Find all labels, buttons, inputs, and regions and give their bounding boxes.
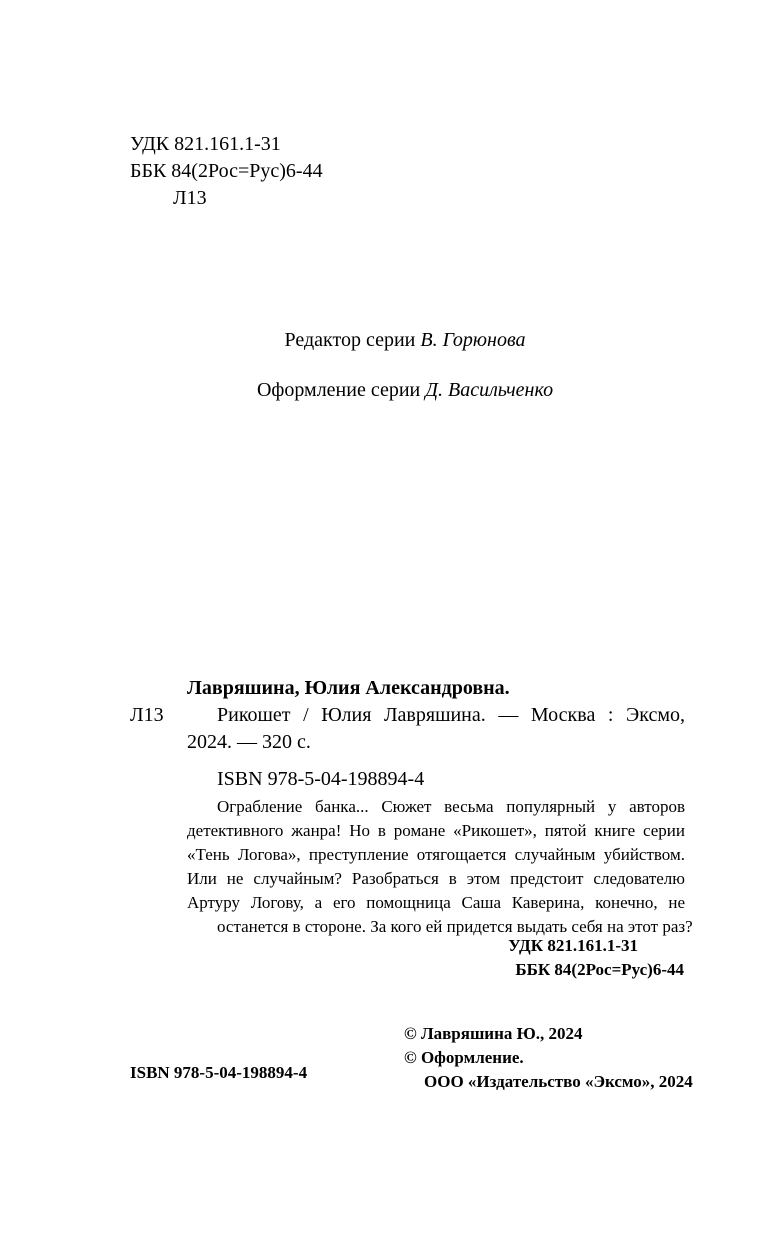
series-design <box>0 377 768 404</box>
annotation-line: детективного жанра! Но в романе «Рикошет», пятой книге серии <box>187 821 685 840</box>
annotation-line: «Тень Логова», преступление отягощается случайным убийством. <box>187 845 685 864</box>
copyright-design: © Оформление. <box>404 1048 524 1067</box>
card-isbn: ISBN 978-5-04-198894-4 <box>217 768 425 790</box>
series-editor-name: В. Горюнова <box>420 329 526 351</box>
series-editor-label: Редактор серии <box>284 329 416 351</box>
annotation-line: Или не случайным? Разобраться в этом предстоит следователю <box>187 869 685 888</box>
bbk-code: ББК 84(2Рос=Рус)6-44 <box>130 160 323 182</box>
udk-code: УДК 821.161.1-31 <box>130 133 281 155</box>
bottom-bbk-code: ББК 84(2Рос=Рус)6-44 <box>515 960 684 979</box>
series-editor <box>0 327 768 354</box>
annotation-line: останется в стороне. За кого ей придется выдать себя на этот раз? <box>217 917 693 936</box>
card-isbn-row <box>130 766 685 793</box>
isbn-bottom: ISBN 978-5-04-198894-4 <box>130 1063 308 1082</box>
annotation-line: Артуру Логову, а его помощница Саша Каверина, конечно, не <box>187 893 685 912</box>
copyright-author: © Лавряшина Ю., 2024 <box>404 1024 583 1043</box>
card-title-line2: 2024. — 320 с. <box>187 731 311 753</box>
copyright-block <box>404 1022 693 1094</box>
card-author-heading: Лавряшина, Юлия Александровна. <box>187 677 510 699</box>
card-sign: Л13 <box>130 704 164 726</box>
card-title-line1: Рикошет / Юлия Лавряшина. — Москва : Эксмо, <box>217 704 685 726</box>
series-design-name: Д. Васильченко <box>425 379 554 401</box>
annotation-line: Ограбление банка... Сюжет весьма популярный у авторов <box>217 797 685 816</box>
series-design-label: Оформление серии <box>256 379 421 401</box>
card-heading-row <box>130 675 685 702</box>
card-title-row2 <box>130 729 685 756</box>
catalog-card <box>130 675 685 793</box>
card-title-row <box>130 702 685 729</box>
annotation <box>187 795 693 939</box>
bottom-udk-code: УДК 821.161.1-31 <box>508 936 638 955</box>
copyright-publisher: ООО «Издательство «Эксмо», 2024 <box>424 1072 693 1091</box>
author-sign: Л13 <box>173 187 207 209</box>
classification-codes <box>130 131 323 212</box>
bottom-classification-codes <box>450 934 684 982</box>
